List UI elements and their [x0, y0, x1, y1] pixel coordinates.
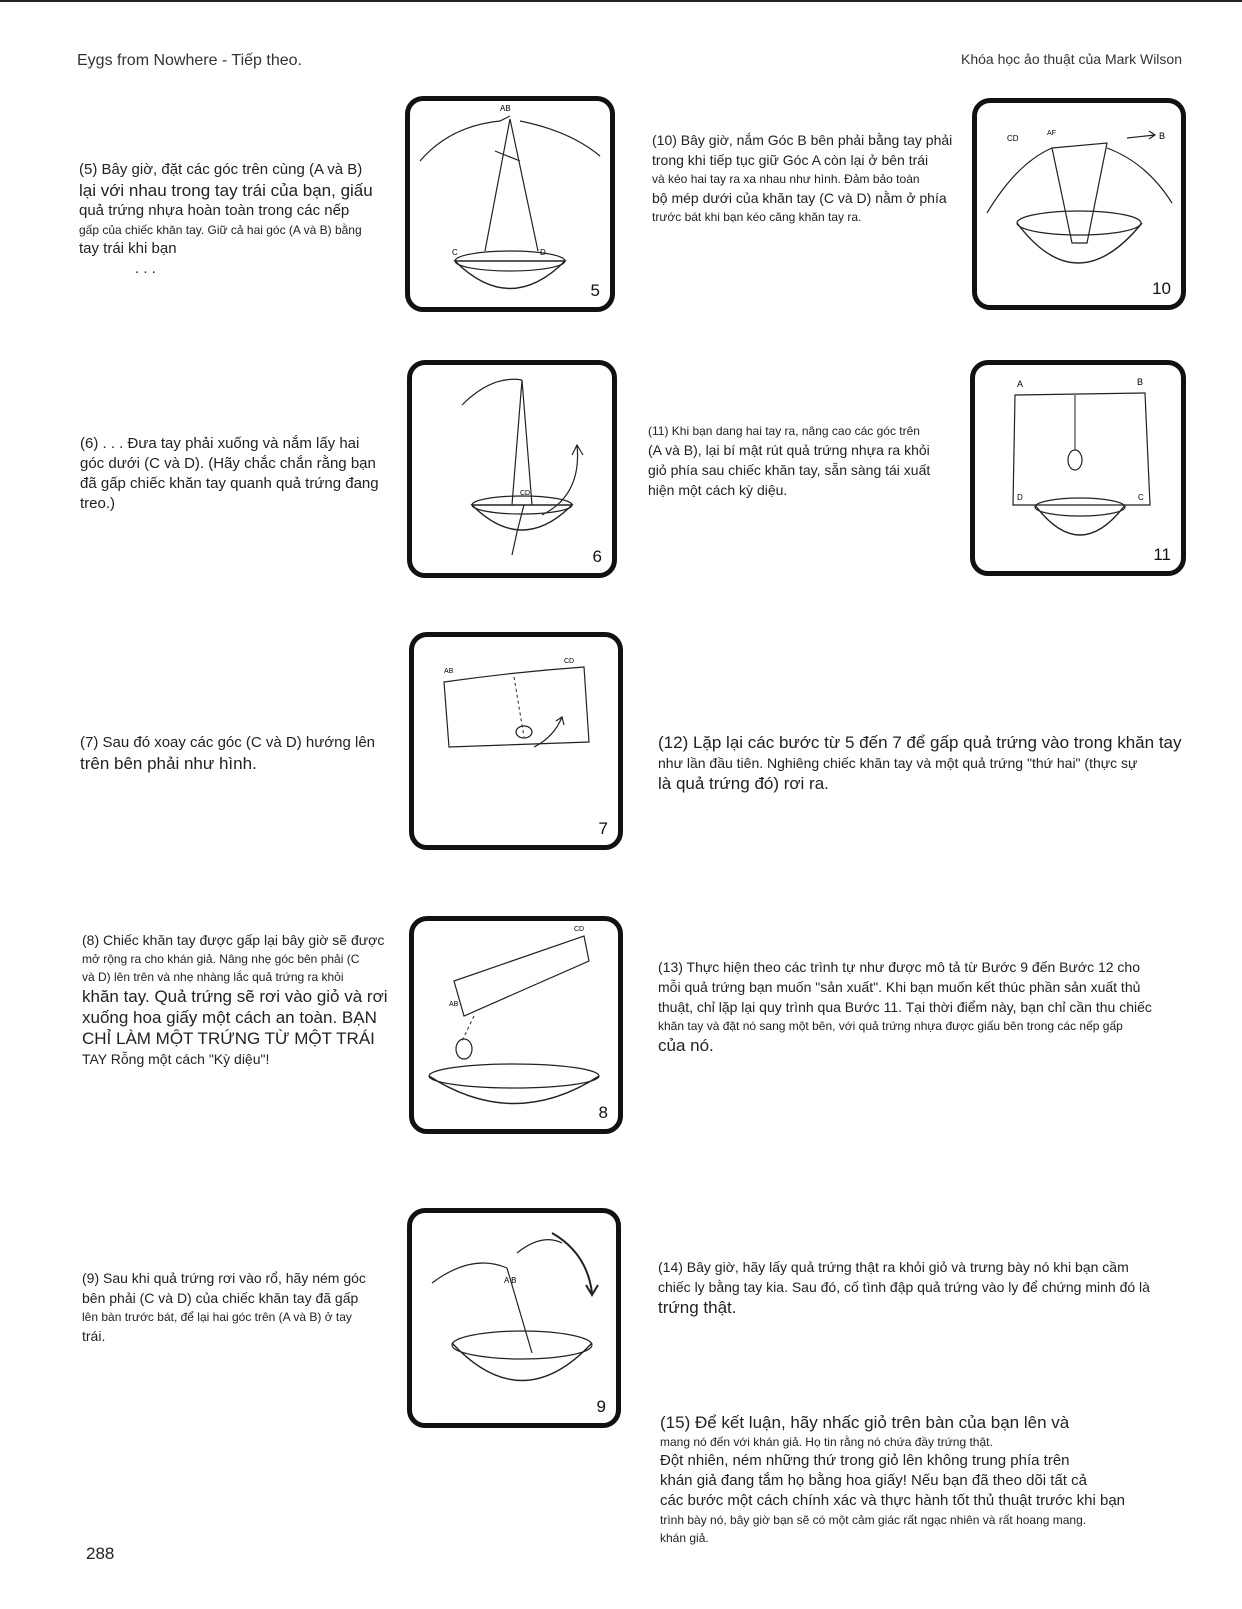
figure-9-drawing	[412, 1213, 616, 1423]
figure-5-label: AB	[500, 104, 511, 113]
step-12-line: như lần đầu tiên. Nghiêng chiếc khăn tay và một quả trứng "thứ hai" (thực sự	[658, 755, 1138, 771]
step-13-line: thuật, chỉ lặp lại quy trình qua Bước 11. Tại thời điểm này, bạn chỉ cần thu chiếc	[658, 999, 1152, 1015]
figure-11-number: 11	[1153, 545, 1171, 564]
figure-5-label: C	[452, 248, 458, 257]
figure-11	[970, 360, 1186, 576]
figure-11-label: A	[1017, 379, 1024, 389]
figure-10-label: B	[1159, 131, 1166, 141]
step-9-text	[82, 1268, 402, 1346]
step-13-line: mỗi quả trứng bạn muốn "sản xuất". Khi bạn muốn kết thúc phần sản xuất thủ	[658, 979, 1141, 995]
step-8-line: mở rộng ra cho khán giả. Nâng nhẹ góc bên phải (C	[82, 952, 360, 966]
step-9-line: trái.	[82, 1328, 106, 1344]
figure-7-drawing	[414, 637, 618, 845]
step-7-line: trên bên phải như hình.	[80, 754, 257, 773]
step-8-line: xuống hoa giấy một cách an toàn. BẠN	[82, 1008, 377, 1027]
figure-9-label: A B	[504, 1276, 517, 1285]
step-13-line: của nó.	[658, 1036, 714, 1055]
step-8-line: và D) lên trên và nhẹ nhàng lắc quả trứng ra khỏi	[82, 970, 344, 984]
figure-6	[407, 360, 617, 578]
step-12-line: (12) Lặp lại các bước từ 5 đến 7 để gấp quả trứng vào trong khăn tay	[658, 733, 1182, 752]
figure-5	[405, 96, 615, 312]
step-5-line: lại với nhau trong tay trái của bạn, giấu	[79, 181, 373, 200]
figure-11-drawing	[975, 365, 1181, 571]
figure-8-label: CD	[574, 926, 585, 933]
figure-11-label: D	[1017, 493, 1023, 502]
figure-5-number: 5	[590, 281, 600, 300]
figure-8-drawing	[414, 921, 618, 1129]
step-14-line: trứng thật.	[658, 1298, 737, 1317]
figure-11-label: B	[1137, 377, 1144, 387]
step-13-line: khăn tay và đặt nó sang một bên, với quả trứng nhựa được giấu bên trong các nếp gấp	[658, 1019, 1123, 1033]
step-11-text	[648, 422, 968, 500]
step-10-line: bộ mép dưới của khăn tay (C và D) nằm ở phía	[652, 190, 947, 206]
step-6-text	[80, 434, 400, 514]
step-15-line: (15) Để kết luận, hãy nhấc giỏ trên bàn của bạn lên và	[660, 1413, 1070, 1432]
figure-8-label: AB	[449, 1001, 459, 1008]
page-number: 288	[86, 1544, 115, 1563]
figure-8	[409, 916, 623, 1134]
step-10-line: trong khi tiếp tục giữ Góc A còn lại ở bên trái	[652, 152, 929, 168]
step-6-line: (6) . . . Đưa tay phải xuống và nắm lấy hai	[80, 435, 360, 452]
step-15-line: trình bày nó, bây giờ bạn sẽ có một cảm giác rất ngạc nhiên và rất hoang mang.	[660, 1513, 1087, 1527]
figure-10-drawing	[977, 103, 1181, 305]
figure-6-number: 6	[592, 547, 602, 566]
step-8-line: TAY Rỗng một cách "Kỳ diệu"!	[82, 1051, 270, 1067]
top-rule	[0, 0, 1242, 2]
step-6-line: treo.)	[80, 495, 116, 512]
step-11-line: hiện một cách kỳ diệu.	[648, 482, 788, 498]
step-11-line: giỏ phía sau chiếc khăn tay, sẵn sàng tái xuất	[648, 462, 931, 478]
step-15-line: các bước một cách chính xác và thực hành tốt thủ thuật trước khi bạn	[660, 1492, 1126, 1509]
step-10-line: (10) Bây giờ, nắm Góc B bên phải bằng tay phải	[652, 132, 953, 148]
step-5-text	[79, 160, 399, 279]
figure-11-label: C	[1138, 493, 1144, 502]
step-15-text	[660, 1412, 1200, 1547]
step-14-line: chiếc ly bằng tay kia. Sau đó, cố tình đập quả trứng vào ly để chứng minh đó là	[658, 1279, 1150, 1295]
figure-5-drawing	[410, 101, 610, 307]
step-11-line: (A và B), lại bí mật rút quả trứng nhựa ra khỏi	[648, 442, 930, 458]
step-15-line: khán giả.	[660, 1531, 709, 1545]
step-5-line: tay trái khi bạn	[79, 240, 177, 257]
step-13-line: (13) Thực hiện theo các trình tự như được mô tả từ Bước 9 đến Bước 12 cho	[658, 959, 1140, 975]
step-7-text	[80, 733, 400, 774]
step-9-line: (9) Sau khi quả trứng rơi vào rổ, hãy ném góc	[82, 1270, 366, 1286]
figure-10-label: CD	[1007, 134, 1019, 143]
step-10-line: và kéo hai tay ra xa nhau như hình. Đảm bảo toàn	[652, 172, 920, 186]
step-9-line: lên bàn trước bát, để lại hai góc trên (A và B) ở tay	[82, 1310, 352, 1324]
step-5-line: . . .	[135, 260, 156, 277]
figure-10-number: 10	[1152, 279, 1171, 298]
step-12-line: là quả trứng đó) rơi ra.	[658, 774, 829, 793]
figure-6-drawing	[412, 365, 612, 573]
figure-9	[407, 1208, 621, 1428]
step-15-line: mang nó đến với khán giả. Họ tin rằng nó chứa đầy trứng thật.	[660, 1435, 993, 1449]
figure-7-number: 7	[598, 819, 608, 838]
step-6-line: góc dưới (C và D). (Hãy chắc chắn rằng bạn	[80, 455, 376, 472]
step-13-text	[658, 957, 1198, 1056]
step-7-line: (7) Sau đó xoay các góc (C và D) hướng lên	[80, 734, 376, 751]
step-11-line: (11) Khi bạn dang hai tay ra, nâng cao các góc trên	[648, 424, 920, 438]
figure-5-label: D	[540, 248, 546, 257]
step-14-line: (14) Bây giờ, hãy lấy quả trứng thật ra khỏi giỏ và trưng bày nó khi bạn cầm	[658, 1259, 1129, 1275]
step-8-text	[82, 930, 402, 1069]
step-5-line: (5) Bây giờ, đặt các góc trên cùng (A và B)	[79, 161, 363, 178]
step-15-line: Đột nhiên, ném những thứ trong giỏ lên không trung phía trên	[660, 1452, 1070, 1469]
step-15-line: khán giả đang tắm họ bằng hoa giấy! Nếu bạn đã theo dõi tất cả	[660, 1472, 1087, 1489]
step-5-line: gấp của chiếc khăn tay. Giữ cả hai góc (A và B) bằng	[79, 223, 362, 237]
step-12-text	[658, 732, 1198, 794]
step-8-line: CHỈ LÀM MỘT TRỨNG TỪ MỘT TRÁI	[82, 1029, 375, 1048]
step-14-text	[658, 1257, 1198, 1318]
step-8-line: khăn tay. Quả trứng sẽ rơi vào giỏ và rơi	[82, 987, 388, 1006]
step-10-line: trước bát khi bạn kéo căng khăn tay ra.	[652, 210, 862, 224]
step-8-line: (8) Chiếc khăn tay được gấp lại bây giờ sẽ được	[82, 932, 385, 948]
figure-6-label: CD	[520, 490, 531, 497]
figure-10-label: AF	[1047, 130, 1056, 137]
figure-7-label: AB	[444, 668, 454, 675]
figure-7	[409, 632, 623, 850]
figure-8-number: 8	[598, 1103, 608, 1122]
step-9-line: bên phải (C và D) của chiếc khăn tay đã gấp	[82, 1290, 359, 1306]
figure-7-label: CD	[564, 658, 575, 665]
running-header-book: Khóa học ảo thuật của Mark Wilson	[960, 51, 1182, 67]
running-header-title: Eygs from Nowhere - Tiếp theo.	[77, 52, 302, 69]
step-5-line: quả trứng nhựa hoàn toàn trong các nếp	[79, 202, 350, 219]
figure-9-number: 9	[596, 1397, 606, 1416]
step-10-text	[652, 130, 972, 226]
figure-10	[972, 98, 1186, 310]
step-6-line: đã gấp chiếc khăn tay quanh quả trứng đang	[80, 475, 379, 492]
